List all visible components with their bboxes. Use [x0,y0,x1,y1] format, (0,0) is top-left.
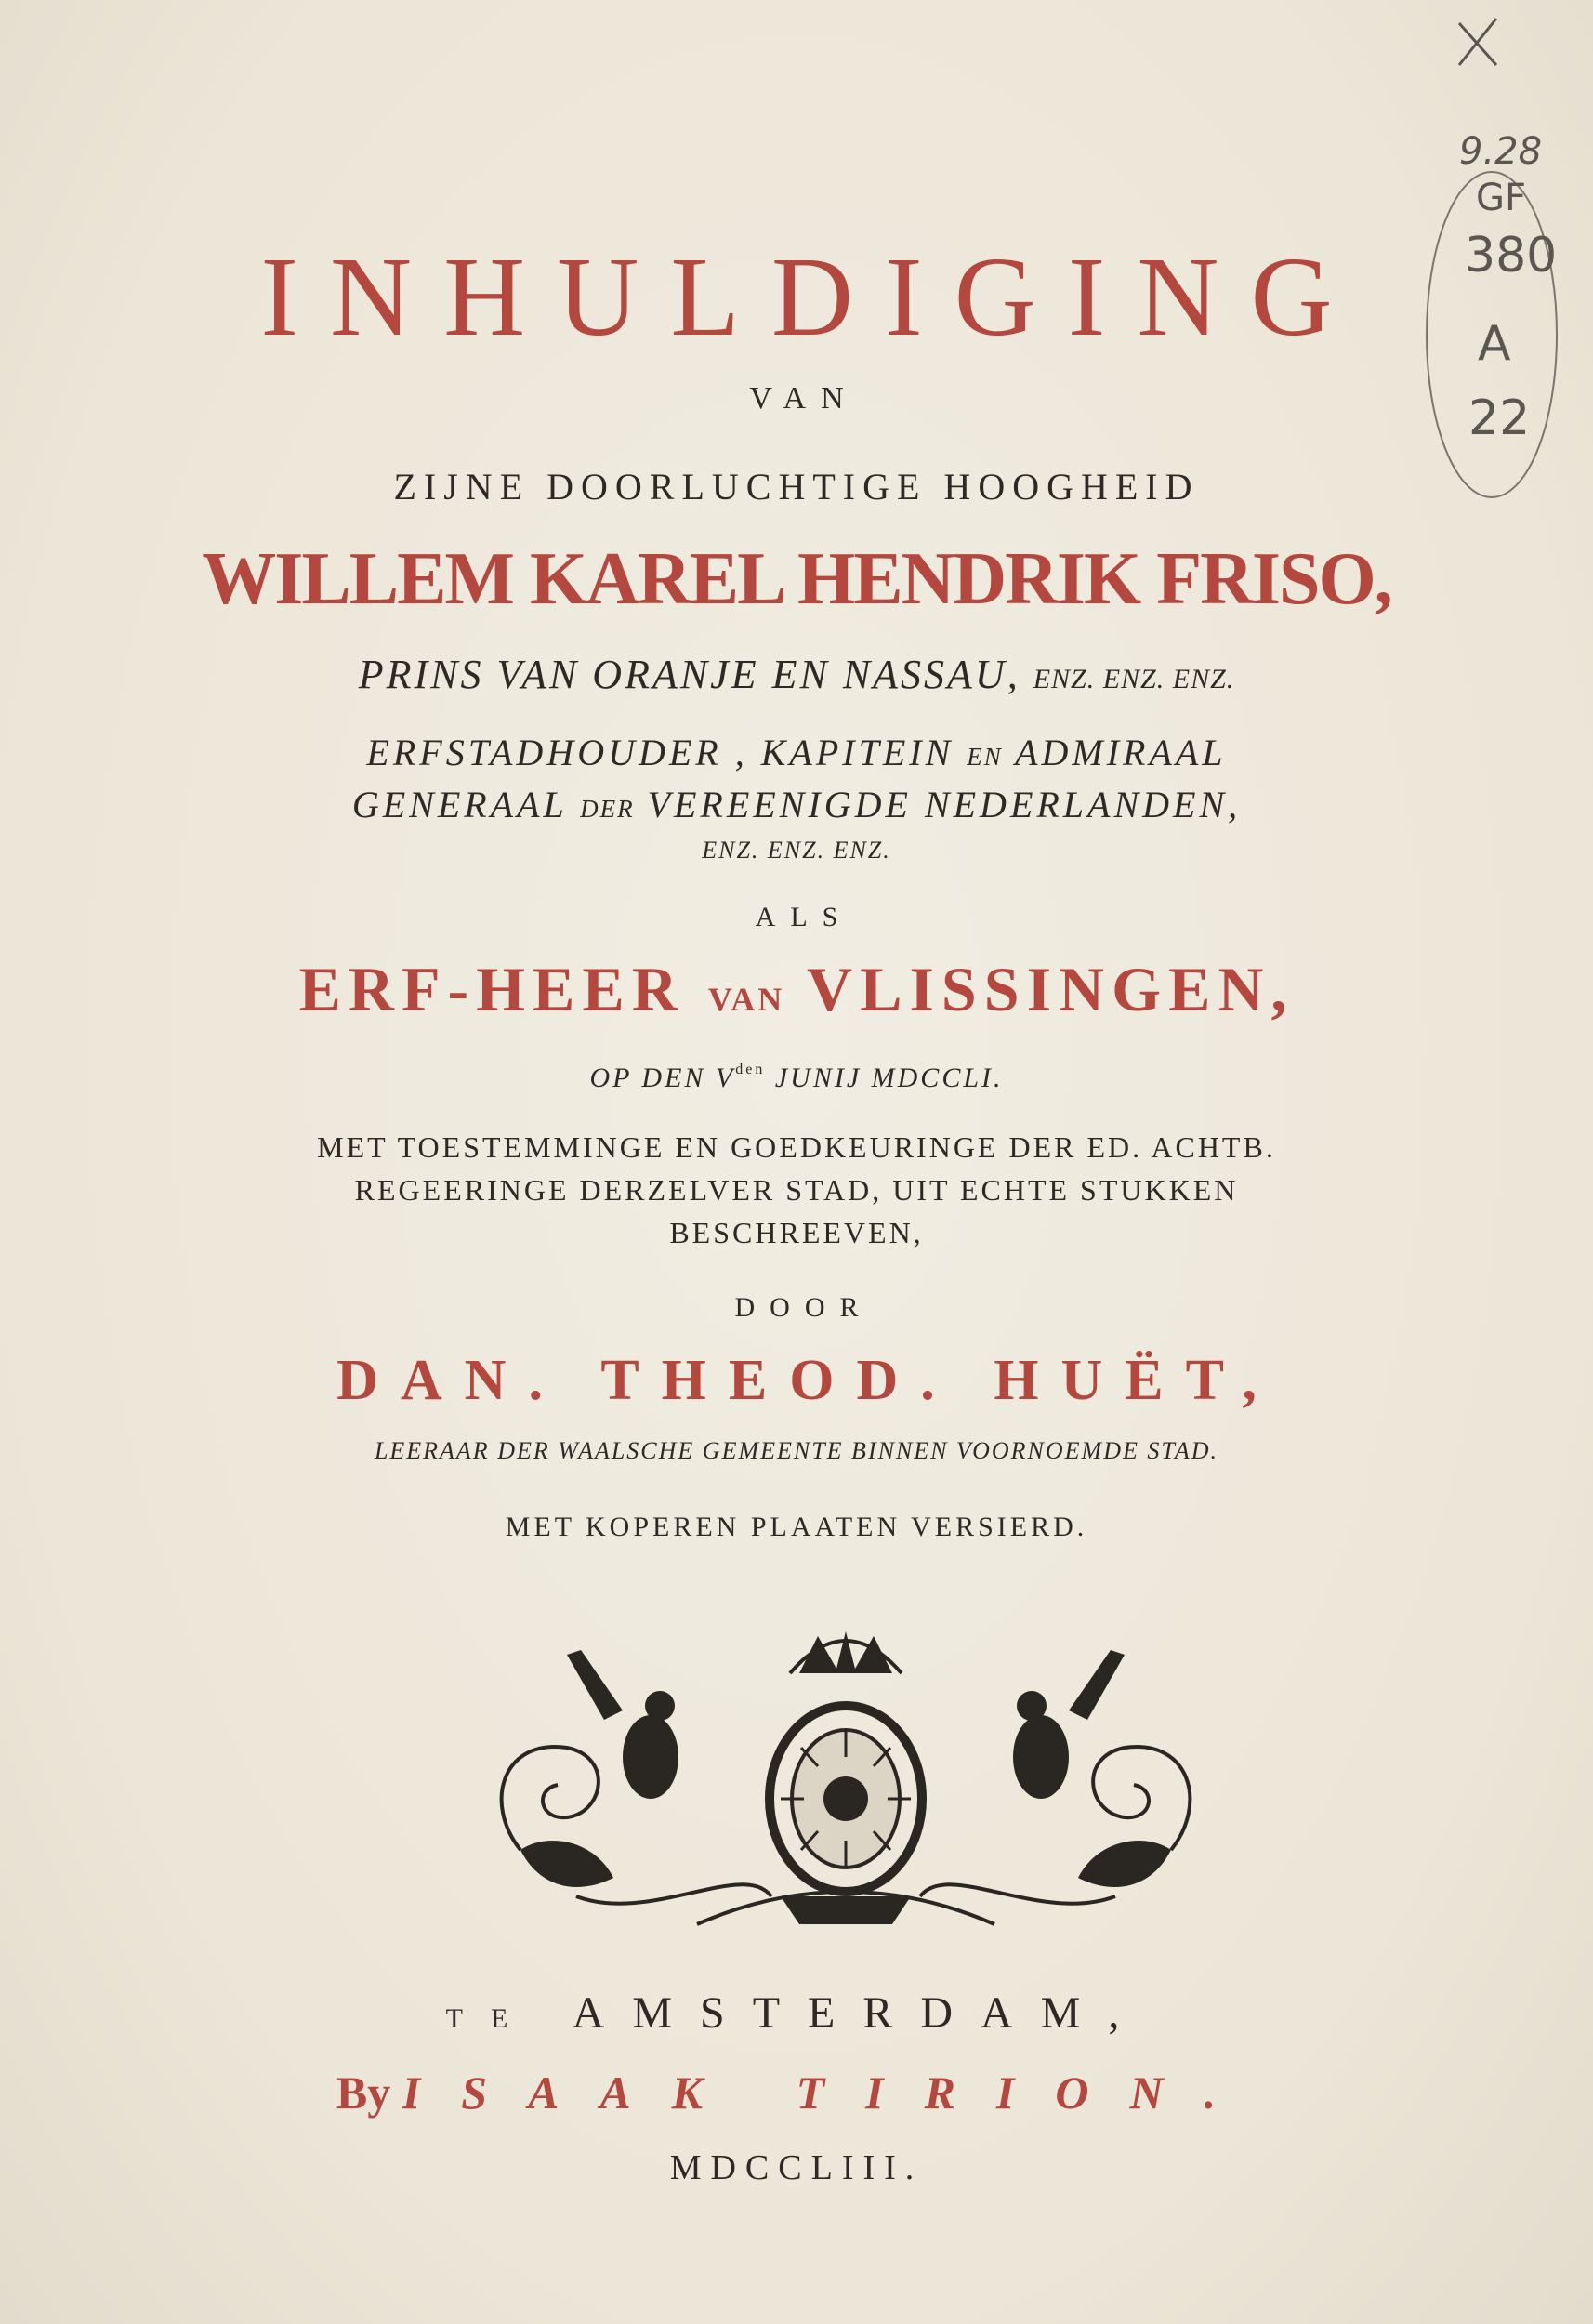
prince-enz: ENZ. ENZ. ENZ. [1033,664,1235,694]
printers-ornament-vignette [465,1618,1227,1934]
imprint-publisher-line [0,2066,1593,2119]
author-name: DAN. THEOD. HUËT, [336,1349,1279,1412]
pencil-mark-4: A [1478,316,1511,372]
pencil-mark-2: GF [1476,177,1527,219]
erf-heer-c: VLISSINGEN, [807,954,1295,1024]
author-role: LEERAAR DER WAALSCHE GEMEENTE BINNEN VOORNOEMDE STAD. [374,1437,1219,1464]
prince-title: PRINS VAN ORANJE EN NASSAU, [358,652,1020,697]
imprint-place [0,1987,1593,2039]
consent-line-1: MET TOESTEMMINGE EN GOEDKEURINGE DER ED. ACHTB. [317,1130,1276,1164]
date-a: OP DEN V [589,1063,736,1093]
prince-title-line [0,651,1593,698]
office-2a: GENERAAL [351,784,568,825]
book-title: INHULDIGING [260,234,1364,360]
date-b: JUNIJ MDCCLI. [774,1063,1004,1093]
office-1a: ERFSTADHOUDER , KAPITEIN [366,732,954,773]
consent-line-3: BESCHREEVEN, [669,1216,924,1249]
office-2c: VEREENIGDE NEDERLANDEN, [647,784,1242,825]
date-sup: den [735,1062,766,1077]
office-1b: EN [967,743,1003,771]
pencil-mark-3: 380 [1465,228,1558,284]
imprint-year: MDCCLIII. [669,2148,924,2187]
imprint-publisher: ISAAK TIRION. [402,2067,1257,2119]
consent-line-2: REGEERINGE DERZELVER STAD, UIT ECHTE STUKKEN [354,1173,1239,1207]
prince-name: WILLEM KAREL HENDRIK FRISO, [202,538,1391,620]
office-line-1 [0,731,1593,774]
imprint-te: TE [445,2003,536,2034]
imprint-city: AMSTERDAM, [572,1988,1148,2038]
erf-heer-a: ERF-HEER [298,954,685,1024]
honorific-line: ZIJNE DOORLUCHTIGE HOOGHEID [393,466,1200,508]
erf-heer-line [0,953,1593,1026]
plates-note: MET KOPEREN PLAATEN VERSIERD. [505,1512,1088,1542]
office-line-2 [0,783,1593,826]
library-pencil-marks [1394,9,1580,511]
office-2b: DER [580,795,635,823]
pencil-mark-1: 9.28 [1459,130,1543,173]
imprint-by: By [336,2067,391,2119]
office-1c: ADMIRAAL [1015,732,1227,773]
date-line [0,1062,1593,1094]
erf-heer-b: VAN [707,981,785,1018]
van-line: VAN [749,381,859,416]
pencil-mark-5: 22 [1468,390,1531,446]
door-line: DOOR [734,1292,874,1323]
als-line: ALS [755,902,853,932]
enz-line: ENZ. ENZ. ENZ. [702,837,891,864]
